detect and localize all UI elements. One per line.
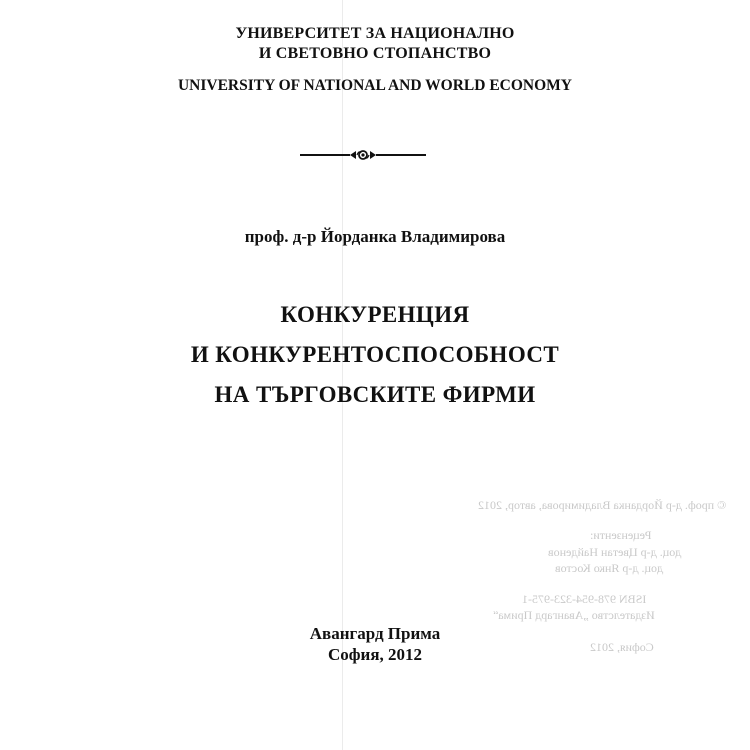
show-through-text: ISBN 978-954-323-975-1 <box>522 592 647 606</box>
book-title-line3: НА ТЪРГОВСКИТЕ ФИРМИ <box>214 382 536 407</box>
university-name-bg-line1: УНИВЕРСИТЕТ ЗА НАЦИОНАЛНО <box>235 25 515 42</box>
book-title <box>0 295 750 415</box>
publisher-place-year: София, 2012 <box>327 645 423 664</box>
publisher-block <box>0 623 750 665</box>
publisher-name: Авангард Прима <box>309 624 441 643</box>
author-name: проф. д-р Йорданка Владимирова <box>244 227 506 246</box>
university-name-bg-line2: И СВЕТОВНО СТОПАНСТВО <box>258 45 492 62</box>
university-name-bg <box>0 24 750 64</box>
show-through-text: доц. д-р Янко Костов <box>555 561 664 575</box>
show-through-text: София, 2012 <box>590 640 654 654</box>
university-name-en: UNIVERSITY OF NATIONAL AND WORLD ECONOMY <box>177 77 572 94</box>
book-title-line2: И КОНКУРЕНТОСПОСОБНОСТ <box>190 342 560 367</box>
show-through-text: Издателство „Авангард Прима“ <box>493 608 655 622</box>
decorative-divider-icon <box>298 148 428 162</box>
show-through-text: © проф. д-р Йорданка Владимирова, автор, 2012 <box>478 498 727 512</box>
book-title-line1: КОНКУРЕНЦИЯ <box>280 302 470 327</box>
show-through-text: Рецензенти: <box>590 528 652 542</box>
show-through-text: доц. д-р Цветан Найденов <box>548 545 682 559</box>
